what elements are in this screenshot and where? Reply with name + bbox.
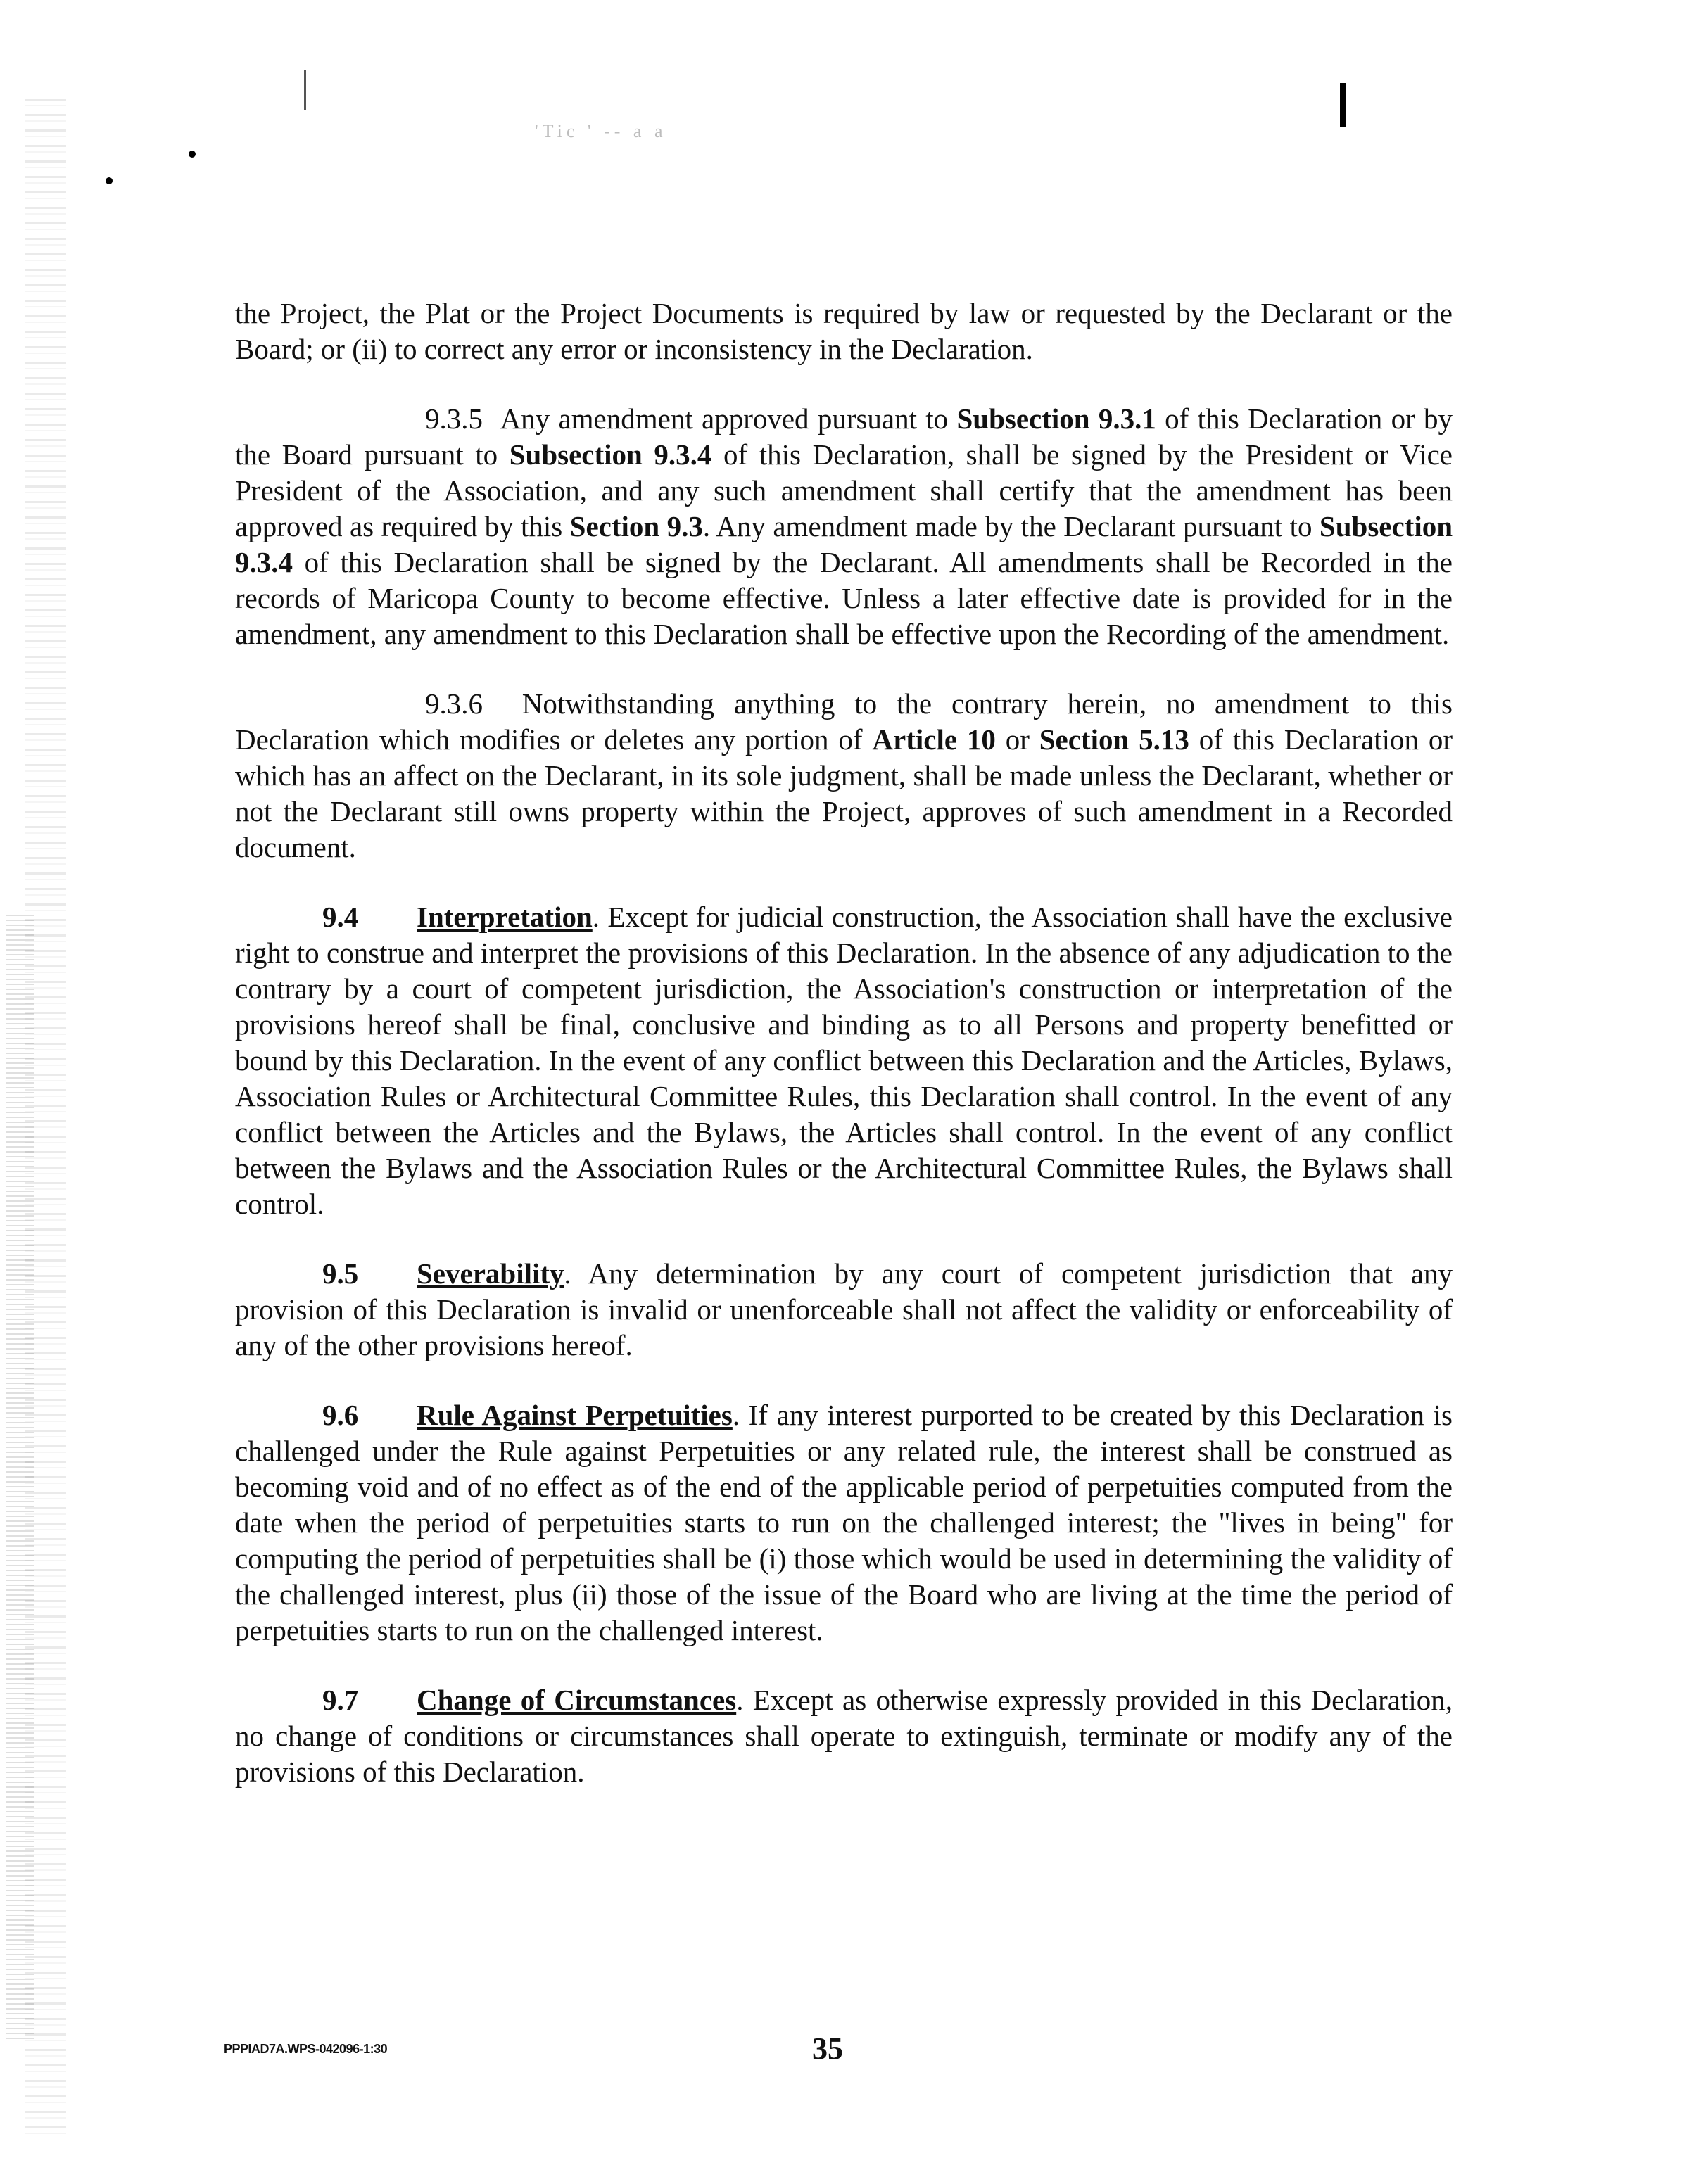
scan-noise-edge-lower xyxy=(6,915,34,2040)
page-number: 35 xyxy=(812,2031,843,2066)
section-9-6 xyxy=(235,1397,1453,1649)
subsection-9-3-5 xyxy=(235,401,1453,652)
section-number: 9.4 xyxy=(322,901,359,933)
section-number: 9.5 xyxy=(322,1257,359,1290)
text-run: of this Declaration or which has an affect on the Declarant, in its sole judgment, shall be made unless the Declarant, whether or not the Declarant still owns property within the Project, approves of such amendment in a Recorded document. xyxy=(235,723,1453,863)
section-9-7 xyxy=(235,1682,1453,1790)
smudged-stamp: 'Tic ' -- a a xyxy=(535,121,667,141)
section-number: 9.7 xyxy=(322,1684,359,1716)
subsection-9-3-6 xyxy=(235,686,1453,865)
section-heading: Severability xyxy=(417,1257,564,1290)
text-run: Notwithstanding anything to the contrary herein, no amendment to this Declaration which modifies or deletes any portion of xyxy=(235,687,1453,756)
subsection-number: 9.3.6 xyxy=(425,687,483,720)
paragraph-continuation: the Project, the Plat or the Project Documents is required by law or requested by the Declarant or the Board; or (ii) to correct any error or inconsistency in the Declaration. xyxy=(235,297,1453,365)
section-heading: Change of Circumstances xyxy=(417,1684,737,1716)
punch-dot xyxy=(189,151,196,158)
text-run: or xyxy=(995,723,1039,756)
text-run: of this Declaration shall be signed by the Declarant. All amendments shall be Recorded in the records of Maricopa County to become effective. Unless a later effective date is provided for in the amendment, any amendment to this Declaration shall be effective upon the Recording of the amendment. xyxy=(235,546,1453,650)
text-run: of this Declaration or by the Board pursuant to xyxy=(235,402,1453,471)
section-body: . If any interest purported to be created by this Declaration is challenged under the Rule against Perpetuities or any related rule, the interest shall be construed as becoming void and of no effect as of the end of the applicable period of perpetuities computed from the date when the period of perpetuities starts to run on the challenged interest; the "lives in being" for computing the period of perpetuities shall be (i) those which would be used in determining the validity of the challenged interest, plus (ii) those of the issue of the Board who are living at the time the period of perpetuities starts to run on the challenged interest. xyxy=(235,1399,1453,1646)
scan-mark-left xyxy=(304,70,306,110)
cross-reference: Section 9.3 xyxy=(569,510,703,542)
section-body: . Except as otherwise expressly provided in this Declaration, no change of conditions or circumstances shall operate to extinguish, terminate or modify any of the provisions of this Declaration. xyxy=(235,1684,1453,1788)
section-body: . Any determination by any court of competent jurisdiction that any provision of this Declaration is invalid or unenforceable shall not affect the validity or enforceability of any of the other provisions hereof. xyxy=(235,1257,1453,1361)
text-run: of this Declaration, shall be signed by the President or Vice President of the Association, and any such amendment shall certify that the amendment has been approved as required by this xyxy=(235,438,1453,542)
cross-reference: Subsection 9.3.1 xyxy=(956,402,1156,435)
section-9-5 xyxy=(235,1256,1453,1364)
document-body xyxy=(235,296,1453,1824)
cross-reference: Section 5.13 xyxy=(1039,723,1189,756)
punch-dot xyxy=(106,177,113,184)
scan-mark-right xyxy=(1340,83,1346,127)
section-number: 9.6 xyxy=(322,1399,359,1431)
subsection-number: 9.3.5 xyxy=(425,402,483,435)
section-9-4 xyxy=(235,899,1453,1222)
section-body: . Except for judicial construction, the Association shall have the exclusive right to construe and interpret the provisions of this Declaration. In the absence of any adjudication to the contrary by a court of competent jurisdiction, the Association's construction or interpretation of the provisions hereof shall be final, conclusive and binding as to all Persons and property benefitted or bound by this Declaration. In the event of any conflict between this Declaration and the Articles, Bylaws, Association Rules or Architectural Committee Rules, this Declaration shall control. In the event of any conflict between the Articles and the Bylaws, the Articles shall control. In the event of any conflict between the Bylaws and the Association Rules or the Architectural Committee Rules, the Bylaws shall control. xyxy=(235,901,1453,1220)
text-run: Any amendment approved pursuant to xyxy=(500,402,957,435)
section-heading: Interpretation xyxy=(417,901,593,933)
cross-reference: Subsection 9.3.4 xyxy=(235,510,1453,578)
cross-reference: Article 10 xyxy=(872,723,996,756)
cross-reference: Subsection 9.3.4 xyxy=(509,438,712,471)
text-run: . Any amendment made by the Declarant pursuant to xyxy=(702,510,1320,542)
document-code: PPPIAD7A.WPS-042096-1:30 xyxy=(224,2042,388,2056)
section-heading: Rule Against Perpetuities xyxy=(417,1399,733,1431)
